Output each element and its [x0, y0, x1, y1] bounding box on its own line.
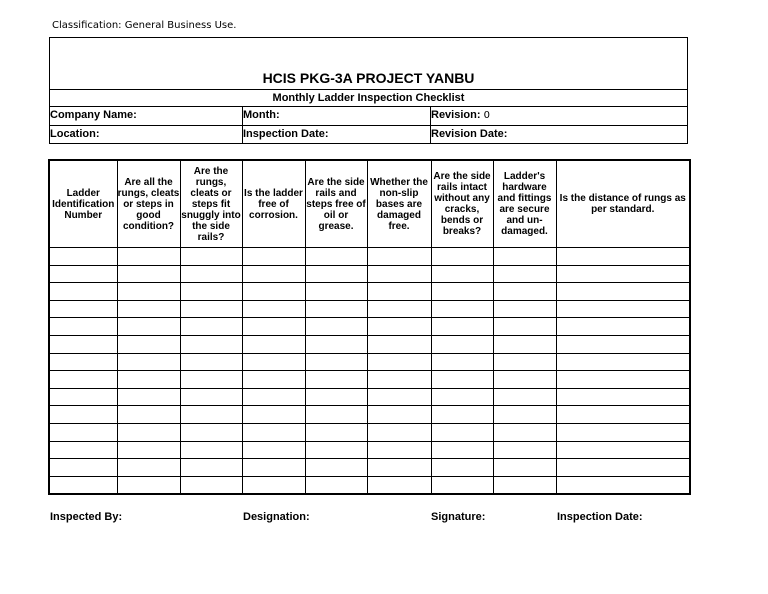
location-label: Location: — [50, 128, 100, 140]
checklist-cell[interactable] — [367, 388, 431, 406]
footer-inspection-date-label: Inspection Date: — [557, 511, 643, 523]
checklist-cell[interactable] — [367, 300, 431, 318]
checklist-cell[interactable] — [431, 423, 493, 441]
checklist-cell[interactable] — [431, 406, 493, 424]
checklist-cell[interactable] — [242, 248, 305, 266]
checklist-cell[interactable] — [493, 371, 556, 389]
table-body — [49, 248, 690, 495]
table-row — [49, 441, 690, 459]
checklist-cell[interactable] — [242, 353, 305, 371]
inspection-date-label: Inspection Date: — [243, 128, 329, 140]
column-header: Whether the non-slip bases are damaged free. — [367, 160, 431, 248]
classification-label: Classification: General Business Use. — [52, 20, 237, 31]
checklist-cell[interactable] — [305, 371, 367, 389]
checklist-cell[interactable] — [117, 423, 180, 441]
checklist-cell[interactable] — [367, 265, 431, 283]
revision-label: Revision: — [431, 109, 481, 121]
checklist-cell[interactable] — [556, 459, 690, 477]
checklist-cell[interactable] — [556, 371, 690, 389]
company-name-label: Company Name: — [50, 109, 137, 121]
checklist-cell[interactable] — [556, 388, 690, 406]
checklist-cell[interactable] — [49, 335, 117, 353]
checklist-cell[interactable] — [305, 406, 367, 424]
checklist-cell[interactable] — [556, 335, 690, 353]
checklist-cell[interactable] — [556, 300, 690, 318]
checklist-cell[interactable] — [305, 248, 367, 266]
checklist-cell[interactable] — [493, 248, 556, 266]
table-row — [49, 406, 690, 424]
table-header-row — [49, 160, 690, 248]
checklist-cell[interactable] — [180, 353, 242, 371]
checklist-cell[interactable] — [49, 371, 117, 389]
checklist-cell[interactable] — [49, 300, 117, 318]
checklist-cell[interactable] — [493, 265, 556, 283]
checklist-cell[interactable] — [117, 459, 180, 477]
table-row — [49, 318, 690, 336]
checklist-cell[interactable] — [305, 476, 367, 494]
table-row — [49, 423, 690, 441]
column-header: Are all the rungs, cleats or steps in good condition? — [117, 160, 180, 248]
checklist-cell[interactable] — [367, 459, 431, 477]
checklist-cell[interactable] — [493, 441, 556, 459]
checklist-cell[interactable] — [242, 459, 305, 477]
checklist-cell[interactable] — [49, 265, 117, 283]
revision-date-field[interactable] — [431, 126, 687, 143]
checklist-cell[interactable] — [556, 423, 690, 441]
table-row — [49, 388, 690, 406]
checklist-cell[interactable] — [493, 423, 556, 441]
checklist-cell[interactable] — [367, 406, 431, 424]
column-header: Are the side rails intact without any cracks, bends or breaks? — [431, 160, 493, 248]
checklist-cell[interactable] — [556, 441, 690, 459]
checklist-cell[interactable] — [556, 318, 690, 336]
checklist-cell[interactable] — [556, 248, 690, 266]
checklist-cell[interactable] — [431, 459, 493, 477]
column-header: Are the side rails and steps free of oil or grease. — [305, 160, 367, 248]
checklist-cell[interactable] — [242, 300, 305, 318]
checklist-cell[interactable] — [305, 388, 367, 406]
checklist-cell[interactable] — [117, 335, 180, 353]
checklist-cell[interactable] — [556, 476, 690, 494]
checklist-cell[interactable] — [556, 265, 690, 283]
checklist-cell[interactable] — [431, 371, 493, 389]
checklist-cell[interactable] — [431, 476, 493, 494]
form-subtitle: Monthly Ladder Inspection Checklist — [50, 90, 687, 107]
checklist-cell[interactable] — [117, 300, 180, 318]
checklist-cell[interactable] — [180, 335, 242, 353]
checklist-cell[interactable] — [305, 318, 367, 336]
table-row — [49, 300, 690, 318]
checklist-cell[interactable] — [242, 371, 305, 389]
checklist-cell[interactable] — [556, 283, 690, 301]
column-header: Ladder's hardware and fittings are secure and un-damaged. — [493, 160, 556, 248]
checklist-cell[interactable] — [180, 265, 242, 283]
checklist-cell[interactable] — [242, 318, 305, 336]
month-label: Month: — [243, 109, 280, 121]
checklist-cell[interactable] — [242, 388, 305, 406]
checklist-cell[interactable] — [117, 476, 180, 494]
checklist-cell[interactable] — [367, 423, 431, 441]
checklist-cell[interactable] — [431, 318, 493, 336]
checklist-cell[interactable] — [242, 441, 305, 459]
company-name-field[interactable] — [50, 107, 243, 125]
table-row — [49, 353, 690, 371]
checklist-cell[interactable] — [49, 248, 117, 266]
checklist-cell[interactable] — [49, 318, 117, 336]
designation-label: Designation: — [243, 511, 310, 523]
checklist-cell[interactable] — [117, 248, 180, 266]
table-row — [49, 459, 690, 477]
checklist-cell[interactable] — [431, 300, 493, 318]
checklist-cell[interactable] — [242, 406, 305, 424]
column-header: Is the distance of rungs as per standard. — [556, 160, 690, 248]
revision-value: 0 — [483, 110, 490, 121]
checklist-cell[interactable] — [431, 441, 493, 459]
checklist-cell[interactable] — [493, 459, 556, 477]
revision-date-label: Revision Date: — [431, 128, 508, 140]
checklist-cell[interactable] — [180, 248, 242, 266]
table-row — [49, 335, 690, 353]
checklist-cell[interactable] — [431, 283, 493, 301]
checklist-cell[interactable] — [180, 371, 242, 389]
checklist-cell[interactable] — [49, 388, 117, 406]
inspection-date-field[interactable] — [243, 126, 431, 143]
checklist-cell[interactable] — [367, 318, 431, 336]
checklist-cell[interactable] — [493, 335, 556, 353]
checklist-cell[interactable] — [49, 459, 117, 477]
checklist-cell[interactable] — [493, 406, 556, 424]
checklist-cell[interactable] — [367, 353, 431, 371]
column-header: Ladder Identification Number — [49, 160, 117, 248]
checklist-cell[interactable] — [180, 441, 242, 459]
checklist-cell[interactable] — [556, 353, 690, 371]
checklist-cell[interactable] — [493, 300, 556, 318]
checklist-cell[interactable] — [493, 353, 556, 371]
checklist-cell[interactable] — [431, 248, 493, 266]
header-row-1 — [50, 107, 687, 125]
checklist-cell[interactable] — [367, 476, 431, 494]
checklist-cell[interactable] — [305, 459, 367, 477]
checklist-cell[interactable] — [180, 459, 242, 477]
checklist-cell[interactable] — [117, 371, 180, 389]
checklist-cell[interactable] — [49, 476, 117, 494]
checklist-cell[interactable] — [556, 406, 690, 424]
checklist-cell[interactable] — [493, 318, 556, 336]
checklist-cell[interactable] — [49, 441, 117, 459]
checklist-cell[interactable] — [180, 388, 242, 406]
checklist-cell[interactable] — [117, 353, 180, 371]
checklist-cell[interactable] — [180, 423, 242, 441]
column-header: Are the rungs, cleats or steps fit snuggly into the side rails? — [180, 160, 242, 248]
checklist-cell[interactable] — [49, 423, 117, 441]
checklist-cell[interactable] — [305, 353, 367, 371]
checklist-cell[interactable] — [180, 318, 242, 336]
checklist-cell[interactable] — [49, 406, 117, 424]
inspected-by-label: Inspected By: — [50, 511, 123, 523]
checklist-cell[interactable] — [117, 283, 180, 301]
page-title: HCIS PKG-3A PROJECT YANBU — [50, 38, 687, 90]
checklist-cell[interactable] — [305, 423, 367, 441]
table-row — [49, 283, 690, 301]
checklist-cell[interactable] — [180, 300, 242, 318]
checklist-cell[interactable] — [117, 318, 180, 336]
inspection-checklist-table — [48, 159, 691, 495]
checklist-cell[interactable] — [242, 335, 305, 353]
table-row — [49, 476, 690, 494]
checklist-cell[interactable] — [180, 406, 242, 424]
checklist-cell[interactable] — [367, 441, 431, 459]
month-field[interactable] — [243, 107, 431, 125]
checklist-cell[interactable] — [431, 265, 493, 283]
checklist-cell[interactable] — [431, 353, 493, 371]
checklist-cell[interactable] — [117, 265, 180, 283]
checklist-cell[interactable] — [117, 388, 180, 406]
checklist-cell[interactable] — [180, 476, 242, 494]
checklist-cell[interactable] — [49, 353, 117, 371]
checklist-cell[interactable] — [493, 283, 556, 301]
table-row — [49, 248, 690, 266]
checklist-cell[interactable] — [431, 335, 493, 353]
header-row-2 — [50, 125, 687, 143]
checklist-cell[interactable] — [367, 371, 431, 389]
checklist-cell[interactable] — [305, 265, 367, 283]
checklist-cell[interactable] — [242, 265, 305, 283]
checklist-cell[interactable] — [305, 300, 367, 318]
checklist-cell[interactable] — [242, 283, 305, 301]
location-field[interactable] — [50, 126, 243, 143]
table-row — [49, 371, 690, 389]
table-row — [49, 265, 690, 283]
column-header: Is the ladder free of corrosion. — [242, 160, 305, 248]
checklist-cell[interactable] — [493, 388, 556, 406]
checklist-cell[interactable] — [367, 335, 431, 353]
checklist-cell[interactable] — [305, 335, 367, 353]
revision-field[interactable] — [431, 107, 687, 125]
form-header — [49, 37, 688, 144]
checklist-cell[interactable] — [180, 283, 242, 301]
checklist-cell[interactable] — [49, 283, 117, 301]
checklist-cell[interactable] — [367, 248, 431, 266]
signature-label: Signature: — [431, 511, 486, 523]
checklist-cell[interactable] — [493, 476, 556, 494]
checklist-cell[interactable] — [305, 441, 367, 459]
checklist-cell[interactable] — [117, 406, 180, 424]
checklist-cell[interactable] — [242, 476, 305, 494]
checklist-cell[interactable] — [242, 423, 305, 441]
checklist-cell[interactable] — [117, 441, 180, 459]
checklist-cell[interactable] — [305, 283, 367, 301]
checklist-cell[interactable] — [431, 388, 493, 406]
checklist-cell[interactable] — [367, 283, 431, 301]
